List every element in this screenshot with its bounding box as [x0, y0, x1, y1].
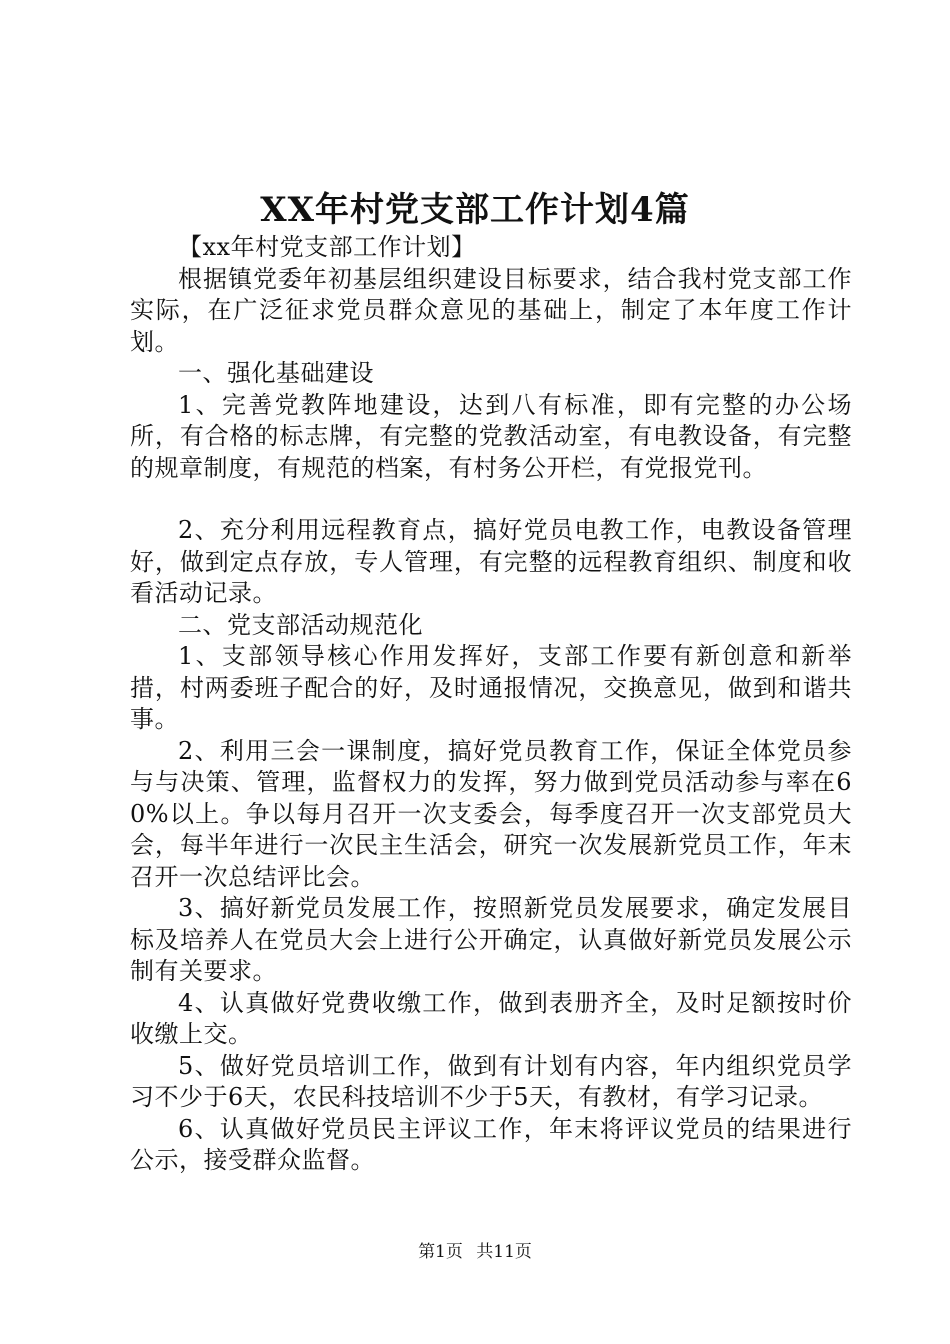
paragraph-2-5: 5、做好党员培训工作，做到有计划有内容，年内组织党员学习不少于6天，农民科技培训不少于5天，有教材，有学习记录。 — [130, 1051, 852, 1111]
section-label: 【xx年村党支部工作计划】 — [178, 233, 476, 261]
paragraph-2-3: 3、搞好新党员发展工作，按照新党员发展要求，确定发展目标及培养人在党员大会上进行公开确定，认真做好新党员发展公示制有关要求。 — [130, 894, 852, 985]
paragraph-2-4: 4、认真做好党费收缴工作，做到表册齐全，及时足额按时价收缴上交。 — [130, 988, 852, 1048]
document-title: XX年村党支部工作计划4篇 — [260, 190, 690, 230]
page-footer — [0, 1240, 950, 1264]
paragraph-2-2: 2、利用三会一课制度，搞好党员教育工作，保证全体党员参与与决策、管理，监督权力的发挥，努力做到党员活动参与率在60%以上。争以每月召开一次支委会，每季度召开一次支部党员大会，每半年进行一次民主生活会，研究一次发展新党员工作，年末召开一次总结评比会。 — [130, 736, 852, 891]
paragraph-2-6: 6、认真做好党员民主评议工作，年末将评议党员的结果进行公示，接受群众监督。 — [130, 1114, 852, 1174]
paragraph-2-1: 1、支部领导核心作用发挥好，支部工作要有新创意和新举措，村两委班子配合的好，及时通报情况，交换意见，做到和谐共事。 — [130, 642, 852, 733]
paragraph-1-1: 1、完善党教阵地建设，达到八有标准，即有完整的办公场所，有合格的标志牌，有完整的党教活动室，有电教设备，有完整的规章制度，有规范的档案，有村务公开栏，有党报党刊。 — [130, 390, 852, 482]
page-total: 共11页 — [476, 1242, 532, 1262]
paragraph-1-2: 2、充分利用远程教育点，搞好党员电教工作，电教设备管理好，做到定点存放，专人管理，有完整的远程教育组织、制度和收看活动记录。 — [130, 516, 852, 607]
document-body — [130, 232, 852, 1177]
intro-paragraph: 根据镇党委年初基层组织建设目标要求，结合我村党支部工作实际，在广泛征求党员群众意见的基础上，制定了本年度工作计划。 — [130, 264, 852, 356]
section-heading-1: 一、强化基础建设 — [178, 359, 374, 387]
page-number: 第1页 — [418, 1242, 463, 1262]
section-heading-2: 二、党支部活动规范化 — [178, 610, 423, 639]
